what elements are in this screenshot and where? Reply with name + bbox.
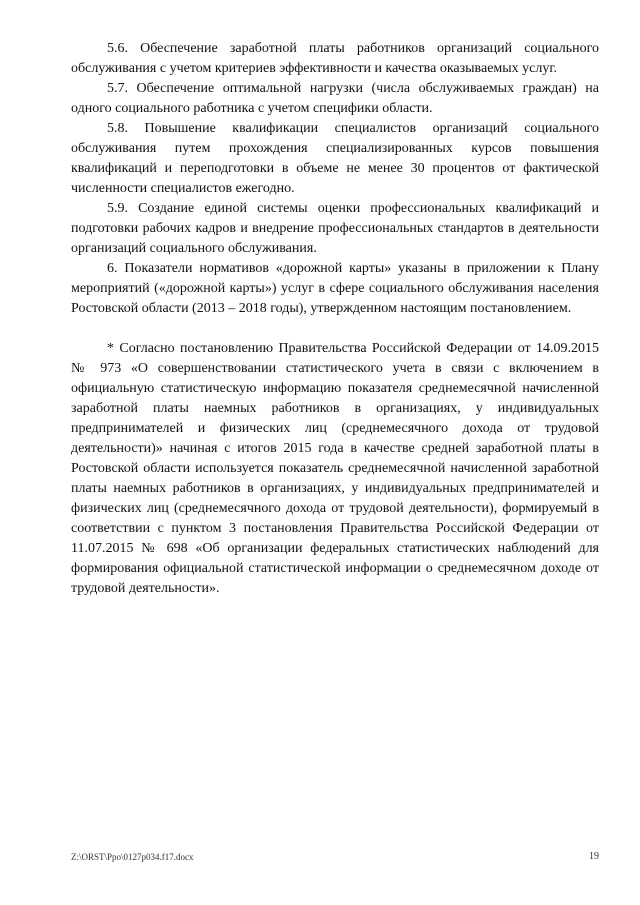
document-body (71, 39, 599, 599)
paragraph-5-9: 5.9. Создание единой системы оценки профессиональных квалификаций и подготовки рабочих кадров и внедрение профессиональных стандартов в деятельности организаций социального обслуживания. (71, 201, 599, 256)
paragraph-6: 6. Показатели нормативов «дорожной карты» указаны в приложении к Плану мероприятий («дорожной карты») услуг в сфере социального обслуживания населения Ростовской области (2013 – 2018 годы), утвержденном настоящим постановлением. (71, 261, 599, 316)
page-number: 19 (589, 851, 599, 862)
file-path: Z:\ORST\Ppo\0127p034.f17.docx (71, 852, 194, 862)
paragraph-5-6: 5.6. Обеспечение заработной платы работников организаций социального обслуживания с учетом критериев эффективности и качества оказываемых услуг. (71, 41, 599, 76)
footnote: * Согласно постановлению Правительства Российской Федерации от 14.09.2015 № 973 «О совершенствовании статистического учета в связи с включением в официальную статистическую информацию показателя среднемесячной начисленной заработной платы наемных работников в организациях, у индивидуальных предпринимателей и физических лиц (среднемесячного дохода от трудовой деятельности)» начиная с итогов 2015 года в качестве средней заработной платы в Ростовской области используется показатель среднемесячной начисленной заработной платы наемных работников в организациях, у индивидуальных предпринимателей и физических лиц (среднемесячного дохода от трудовой деятельности), формируемый в соответствии с пунктом 3 постановления Правительства Российской Федерации от 11.07.2015 № 698 «Об организации федеральных статистических наблюдений для формирования официальной статистической информации о среднемесячном доходе от трудовой деятельности». (71, 341, 599, 596)
paragraph-5-7: 5.7. Обеспечение оптимальной нагрузки (числа обслуживаемых граждан) на одного социального работника с учетом специфики области. (71, 81, 599, 116)
paragraph-5-8: 5.8. Повышение квалификации специалистов организаций социального обслуживания путем прохождения специализированных курсов повышения квалификаций и переподготовки в объеме не менее 30 процентов от фактической численности специалистов ежегодно. (71, 121, 599, 196)
